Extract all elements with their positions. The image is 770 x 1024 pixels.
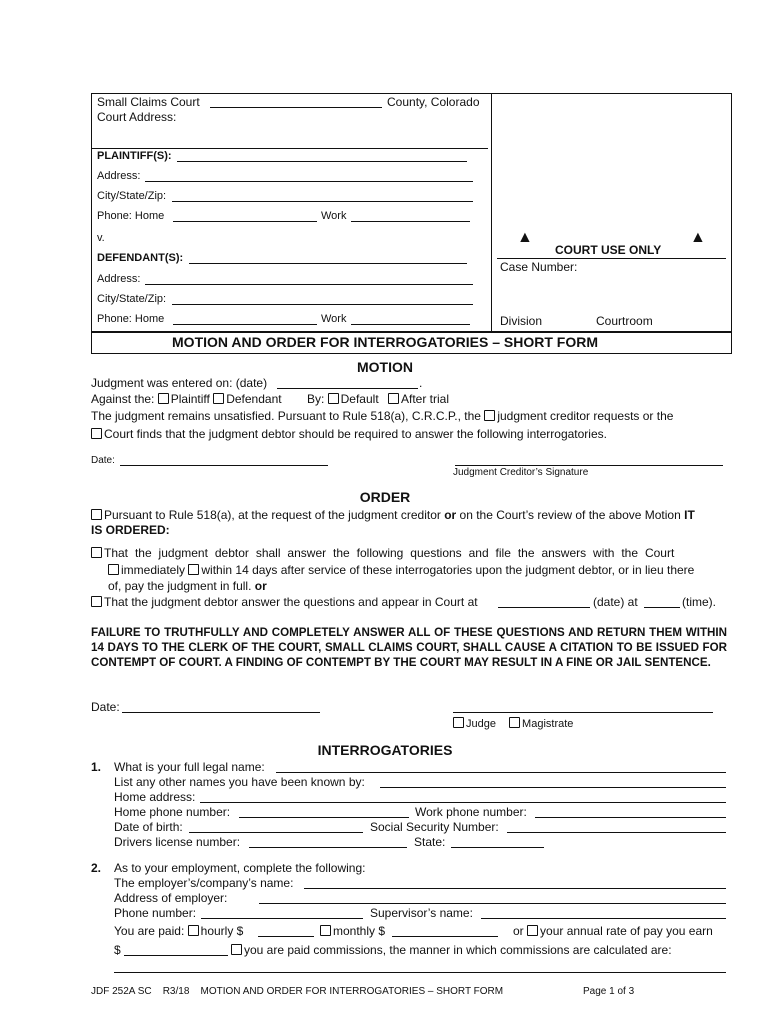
employer-name-field[interactable]	[304, 888, 726, 889]
form-id: JDF 252A SC R3/18 MOTION AND ORDER FOR INTERROGATORIES – SHORT FORM	[91, 986, 504, 997]
defendant-field[interactable]	[189, 263, 467, 264]
defendant-address-label: Address:	[97, 273, 141, 285]
magistrate-option: Magistrate	[522, 718, 574, 730]
annual-checkbox[interactable]	[527, 925, 538, 936]
motion-heading: MOTION	[357, 359, 413, 375]
ssn-label: Social Security Number:	[370, 820, 499, 834]
after-trial-option: After trial	[401, 392, 450, 406]
defendant-address-field[interactable]	[145, 284, 473, 285]
judge-checkbox[interactable]	[453, 717, 464, 728]
judge-magistrate-row	[453, 717, 573, 730]
defendant-label: DEFENDANT(S):	[97, 252, 184, 264]
unsatisfied-text-b: judgment creditor requests or the	[497, 409, 674, 423]
work-phone-label: Work phone number:	[415, 805, 527, 819]
q1-label: What is your full legal name:	[114, 760, 265, 774]
other-names-field[interactable]	[380, 787, 726, 788]
order-heading: ORDER	[359, 489, 411, 505]
state-field[interactable]	[451, 847, 544, 848]
pursuant-text-a: Pursuant to Rule 518(a), at the request of the judgment creditor	[104, 508, 445, 522]
after-trial-checkbox[interactable]	[388, 393, 399, 404]
defendant-option: Defendant	[226, 392, 282, 406]
judgment-creditor-checkbox[interactable]	[484, 410, 495, 421]
home-phone-field[interactable]	[239, 817, 409, 818]
monthly-option	[320, 924, 385, 938]
employer-address-field[interactable]	[259, 903, 726, 904]
appear-checkbox[interactable]	[91, 596, 102, 607]
signature-label: Judgment Creditor’s Signature	[453, 467, 589, 478]
answer-line-1	[91, 546, 674, 560]
other-names-label: List any other names you have been known by:	[114, 775, 365, 789]
court-use-divider	[497, 258, 726, 259]
q2-label: As to your employment, complete the following:	[114, 861, 366, 875]
judgment-entered-label: Judgment was entered on: (date)	[91, 376, 268, 390]
page-number: Page 1 of 3	[583, 986, 635, 997]
caption-box	[91, 93, 732, 333]
pursuant-line	[91, 508, 695, 522]
plaintiff-work-label: Work	[321, 210, 347, 222]
monthly-checkbox[interactable]	[320, 925, 331, 936]
defendant-work-label: Work	[321, 313, 347, 325]
home-address-label: Home address:	[114, 790, 196, 804]
court-finds-checkbox[interactable]	[91, 428, 102, 439]
court-finds-line	[91, 427, 607, 441]
defendant-work-field[interactable]	[351, 324, 470, 325]
default-checkbox[interactable]	[328, 393, 339, 404]
appear-time-field[interactable]	[644, 607, 680, 608]
contempt-warning: FAILURE TO TRUTHFULLY AND COMPLETELY ANSWER ALL OF THESE QUESTIONS AND RETURN THEM WITHIN 14 DAYS TO THE CLERK OF THE COURT, SMALL CLAIMS COURT, SHALL CAUSE A CITATION TO BE ISSUED FOR CONTEMPT OF COURT. A FINDING OF CONTEMPT BY THE COURT MAY RESULT IN A FINE OR JAIL SENTENCE.	[91, 626, 727, 669]
answer-line-3	[108, 579, 267, 593]
interrogatories-heading: INTERROGATORIES	[317, 742, 453, 758]
motion-date-label: Date:	[91, 455, 115, 466]
judgment-date-field[interactable]	[277, 388, 418, 389]
state-label: State:	[414, 835, 446, 849]
pay-in-full-or: or	[254, 579, 267, 593]
hourly-label: hourly $	[200, 924, 244, 938]
pursuant-checkbox[interactable]	[91, 509, 102, 520]
motion-date-field[interactable]	[120, 465, 328, 466]
judgment-entered-period: .	[419, 376, 423, 390]
answer-checkbox[interactable]	[91, 547, 102, 558]
hourly-field[interactable]	[258, 936, 314, 937]
triangle-left-icon: ▲	[517, 229, 533, 246]
ssn-field[interactable]	[507, 832, 726, 833]
against-label: Against the:	[91, 392, 155, 406]
pursuant-text-b: on the Court’s review of the above Motion	[456, 508, 685, 522]
pursuant-it: IT	[684, 508, 695, 522]
case-number-label: Case Number:	[500, 260, 578, 274]
order-date-field[interactable]	[122, 712, 320, 713]
annual-label: your annual rate of pay you earn	[540, 924, 713, 938]
plaintiff-city-label: City/State/Zip:	[97, 190, 167, 202]
commissions-label: you are paid commissions, the manner in which commissions are calculated are:	[244, 943, 672, 957]
by-label: By:	[306, 392, 325, 406]
annual-dollar: $	[114, 943, 121, 957]
within-14-checkbox[interactable]	[188, 564, 199, 575]
defendant-city-label: City/State/Zip:	[97, 293, 167, 305]
court-address-label: Court Address:	[97, 110, 177, 124]
appear-text: That the judgment debtor answer the questions and appear in Court at	[104, 595, 478, 609]
plaintiff-city-field[interactable]	[172, 201, 473, 202]
hourly-checkbox[interactable]	[188, 925, 199, 936]
paid-label: You are paid:	[114, 924, 185, 938]
dob-field[interactable]	[189, 832, 363, 833]
appear-date-label: (date) at	[593, 595, 638, 609]
default-option: Default	[340, 392, 379, 406]
plaintiff-label: PLAINTIFF(S):	[97, 150, 172, 162]
judge-signature-field[interactable]	[453, 712, 713, 713]
commissions-option	[231, 943, 672, 957]
annual-option	[513, 924, 713, 938]
work-phone-field[interactable]	[535, 817, 726, 818]
within-14-text: within 14 days after service of these interrogatories upon the judgment debtor, or in lieu there	[201, 563, 695, 577]
immediately-checkbox[interactable]	[108, 564, 119, 575]
monthly-field[interactable]	[392, 936, 498, 937]
or-label: or	[513, 924, 524, 938]
against-row	[91, 392, 449, 406]
appear-time-label: (time).	[682, 595, 716, 609]
pay-in-full-text: of, pay the judgment in full.	[108, 579, 255, 593]
answer-text: That the judgment debtor shall answer the following questions and file the answers with the Court	[104, 546, 675, 560]
immediately-text: immediately	[121, 563, 186, 577]
home-phone-label: Home phone number:	[114, 805, 231, 819]
unsatisfied-line	[91, 409, 673, 423]
magistrate-checkbox[interactable]	[509, 717, 520, 728]
court-prefix: Small Claims Court	[97, 95, 200, 109]
supervisor-field[interactable]	[481, 918, 726, 919]
commissions-field[interactable]	[114, 972, 726, 973]
paid-row	[114, 924, 243, 938]
commissions-checkbox[interactable]	[231, 944, 242, 955]
plaintiff-option: Plaintiff	[170, 392, 210, 406]
license-field[interactable]	[249, 847, 407, 848]
employer-name-label: The employer’s/company’s name:	[114, 876, 294, 890]
triangle-right-icon: ▲	[690, 229, 706, 246]
plaintiff-home-phone-label: Phone: Home	[97, 210, 165, 222]
plaintiff-field[interactable]	[177, 161, 467, 162]
order-date-label: Date:	[91, 700, 120, 714]
versus: v.	[97, 232, 105, 244]
q1-number: 1.	[91, 760, 102, 774]
court-use-only: COURT USE ONLY	[555, 243, 662, 257]
division-label: Division	[500, 314, 543, 328]
plaintiff-address-field[interactable]	[145, 181, 473, 182]
appear-date-field[interactable]	[498, 607, 590, 608]
plaintiff-work-field[interactable]	[351, 221, 470, 222]
judge-option: Judge	[466, 718, 496, 730]
court-address-divider	[92, 148, 488, 149]
defendant-checkbox[interactable]	[213, 393, 224, 404]
court-finds-text: Court finds that the judgment debtor should be required to answer the following interrogatories.	[104, 427, 607, 441]
court-use-box	[491, 93, 492, 331]
license-label: Drivers license number:	[114, 835, 241, 849]
home-address-field[interactable]	[200, 802, 726, 803]
employer-phone-field[interactable]	[201, 918, 363, 919]
defendant-city-field[interactable]	[172, 304, 473, 305]
defendant-home-phone-label: Phone: Home	[97, 313, 165, 325]
form-title: MOTION AND ORDER FOR INTERROGATORIES – SHORT FORM	[172, 334, 598, 350]
plaintiff-home-phone-field[interactable]	[173, 221, 317, 222]
is-ordered: IS ORDERED:	[91, 523, 170, 537]
creditor-signature-field[interactable]	[455, 465, 723, 466]
dob-label: Date of birth:	[114, 820, 183, 834]
monthly-label: monthly $	[333, 924, 386, 938]
employer-address-label: Address of employer:	[114, 891, 228, 905]
county-field[interactable]	[210, 107, 382, 108]
courtroom-label: Courtroom	[596, 314, 653, 328]
defendant-home-phone-field[interactable]	[173, 324, 317, 325]
legal-name-field[interactable]	[276, 772, 726, 773]
plaintiff-checkbox[interactable]	[158, 393, 169, 404]
appear-line	[91, 595, 478, 609]
plaintiff-address-label: Address:	[97, 170, 141, 182]
unsatisfied-text-a: The judgment remains unsatisfied. Pursuant to Rule 518(a), C.R.C.P., the	[91, 409, 481, 423]
phone-number-label: Phone number:	[114, 906, 197, 920]
pursuant-or: or	[444, 508, 457, 522]
annual-field[interactable]	[124, 955, 228, 956]
q2-number: 2.	[91, 861, 102, 875]
county-suffix: County, Colorado	[387, 95, 480, 109]
supervisor-label: Supervisor’s name:	[370, 906, 473, 920]
answer-line-2	[108, 563, 694, 577]
